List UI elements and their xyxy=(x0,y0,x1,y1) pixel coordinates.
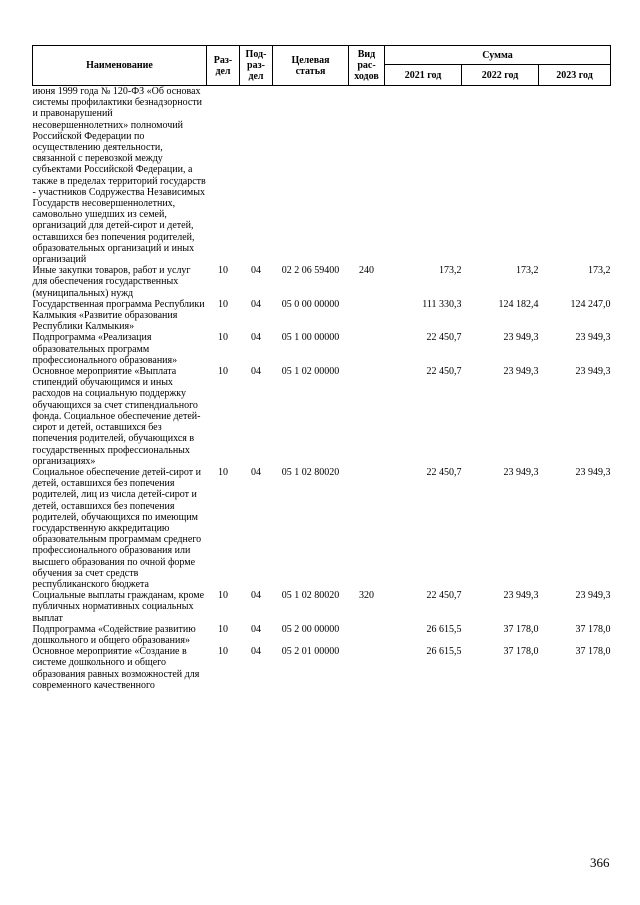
row-amount-2023: 23 949,3 xyxy=(575,590,611,602)
header-target: Целевая статья xyxy=(273,46,349,86)
row-podrazdel xyxy=(240,86,273,266)
row-target: 05 1 00 00000 xyxy=(281,332,340,344)
table-row xyxy=(33,366,611,467)
row-vid xyxy=(349,366,385,467)
row-name: Подпрограмма «Содействие развитию дошкольного и общего образования» xyxy=(32,623,196,646)
row-podrazdel: 04 xyxy=(251,366,261,378)
row-name: Государственная программа Республики Калмыкия «Развитие образования Республики Калмыкия» xyxy=(32,298,205,333)
table-row xyxy=(33,467,611,590)
row-amount-2022: 23 949,3 xyxy=(503,590,539,602)
row-podrazdel: 04 xyxy=(251,265,261,277)
row-amount-2023: 37 178,0 xyxy=(575,623,611,635)
header-podrazdel: Под- раз- дел xyxy=(240,46,273,86)
row-amount-2021: 22 450,7 xyxy=(426,590,462,602)
row-razdel: 10 xyxy=(218,332,228,344)
row-amount-2021: 26 615,5 xyxy=(426,646,462,658)
row-razdel: 10 xyxy=(218,298,228,310)
header-razdel: Раз- дел xyxy=(207,46,240,86)
row-target: 05 1 02 80020 xyxy=(281,466,340,478)
row-razdel: 10 xyxy=(218,623,228,635)
table-row xyxy=(33,332,611,366)
row-vid xyxy=(349,86,385,266)
row-name: Социальные выплаты гражданам, кроме публичных нормативных социальных выплат xyxy=(32,590,205,624)
table-row xyxy=(33,590,611,624)
row-amount-2021: 111 330,3 xyxy=(422,298,462,310)
table-body xyxy=(33,86,611,691)
header-year-2022: 2022 год xyxy=(462,65,539,86)
row-amount-2022: 37 178,0 xyxy=(503,646,539,658)
row-podrazdel: 04 xyxy=(251,332,261,344)
row-target: 05 1 02 80020 xyxy=(281,590,340,602)
row-amount-2022: 23 949,3 xyxy=(503,366,539,378)
row-podrazdel: 04 xyxy=(251,298,261,310)
row-amount-2022: 23 949,3 xyxy=(503,466,539,478)
row-amount-2022: 37 178,0 xyxy=(503,623,539,635)
row-target: 05 1 02 00000 xyxy=(281,366,340,378)
table-row xyxy=(33,299,611,333)
row-podrazdel: 04 xyxy=(251,466,261,478)
row-amount-2021 xyxy=(385,86,462,266)
row-amount-2022 xyxy=(462,86,539,266)
row-razdel: 10 xyxy=(218,466,228,478)
page-number: 366 xyxy=(590,855,610,870)
row-name: июня 1999 года № 120-ФЗ «Об основах системы профилактики безнадзорности и правонарушений несовершеннолетних» полномочий Российской Федерации по осуществлению деятельности, связанной с перевозкой между субъектами Российской Федерации, а также в пределах территорий государств - участников Содружества Независимых Государств несовершеннолетних, самовольно ушедших из семей, организаций для детей-сирот и детей, оставшихся без попечения родителей, образовательных организаций и иных организаций xyxy=(32,86,206,266)
table-row xyxy=(33,86,611,266)
row-target: 05 2 01 00000 xyxy=(281,646,340,658)
row-target: 02 2 06 59400 xyxy=(281,265,340,277)
row-vid: 240 xyxy=(359,265,374,277)
row-target: 05 2 00 00000 xyxy=(281,623,340,635)
header-summa: Сумма xyxy=(385,46,611,65)
row-amount-2022: 173,2 xyxy=(516,265,539,277)
row-razdel xyxy=(207,86,240,266)
row-vid xyxy=(349,624,385,646)
header-name: Наименование xyxy=(33,46,207,86)
row-vid: 320 xyxy=(359,590,374,602)
row-razdel: 10 xyxy=(218,646,228,658)
row-amount-2023: 23 949,3 xyxy=(575,366,611,378)
header-year-2021: 2021 год xyxy=(385,65,462,86)
row-vid xyxy=(349,332,385,366)
row-name: Иные закупки товаров, работ и услуг для обеспечения государственных (муниципальных) нужд xyxy=(32,265,191,299)
row-amount-2023 xyxy=(539,86,611,266)
row-razdel: 10 xyxy=(218,590,228,602)
row-amount-2023: 37 178,0 xyxy=(575,646,611,658)
row-amount-2021: 26 615,5 xyxy=(426,623,462,635)
row-name: Подпрограмма «Реализация образовательных программ профессионального образования» xyxy=(32,332,178,366)
row-name: Социальное обеспечение детей-сирот и детей, оставшихся без попечения родителей, лиц из числа детей-сирот и детей, оставшихся без попечения родителей, обучающихся по имеющим государственную аккредитацию образовательным программам среднего профессионального образования или высшего образования по очной форме обучения за счет средств республиканского бюджета xyxy=(32,466,202,590)
row-amount-2021: 173,2 xyxy=(439,265,462,277)
table-row xyxy=(33,624,611,646)
row-podrazdel: 04 xyxy=(251,623,261,635)
row-podrazdel: 04 xyxy=(251,590,261,602)
row-razdel: 10 xyxy=(218,366,228,378)
row-amount-2022: 23 949,3 xyxy=(503,332,539,344)
table-row xyxy=(33,265,611,299)
row-amount-2021: 22 450,7 xyxy=(426,466,462,478)
row-amount-2021: 22 450,7 xyxy=(426,332,462,344)
row-vid xyxy=(349,467,385,590)
table-row xyxy=(33,646,611,691)
header-vid: Вид рас- ходов xyxy=(349,46,385,86)
row-amount-2023: 124 247,0 xyxy=(570,298,611,310)
row-amount-2023: 23 949,3 xyxy=(575,332,611,344)
row-razdel: 10 xyxy=(218,265,228,277)
row-vid xyxy=(349,299,385,333)
row-vid xyxy=(349,646,385,691)
row-podrazdel: 04 xyxy=(251,646,261,658)
budget-table xyxy=(32,45,611,691)
row-name: Основное мероприятие «Выплата стипендий обучающимся и иных расходов на социальную поддержку обучающихся за счет стипендиального фонда. Социальное обеспечение детей-сирот и детей, оставшихся без попечения родителей, обучающихся в государственных профессиональных организациях» xyxy=(32,366,201,467)
row-name: Основное мероприятие «Создание в системе дошкольного и общего образования равных возможностей для современного качественного xyxy=(32,646,200,691)
row-amount-2021: 22 450,7 xyxy=(426,366,462,378)
row-target xyxy=(273,86,349,266)
row-amount-2023: 23 949,3 xyxy=(575,466,611,478)
row-amount-2023: 173,2 xyxy=(588,265,611,277)
header-year-2023: 2023 год xyxy=(539,65,611,86)
row-amount-2022: 124 182,4 xyxy=(498,298,539,310)
row-target: 05 0 00 00000 xyxy=(281,298,340,310)
